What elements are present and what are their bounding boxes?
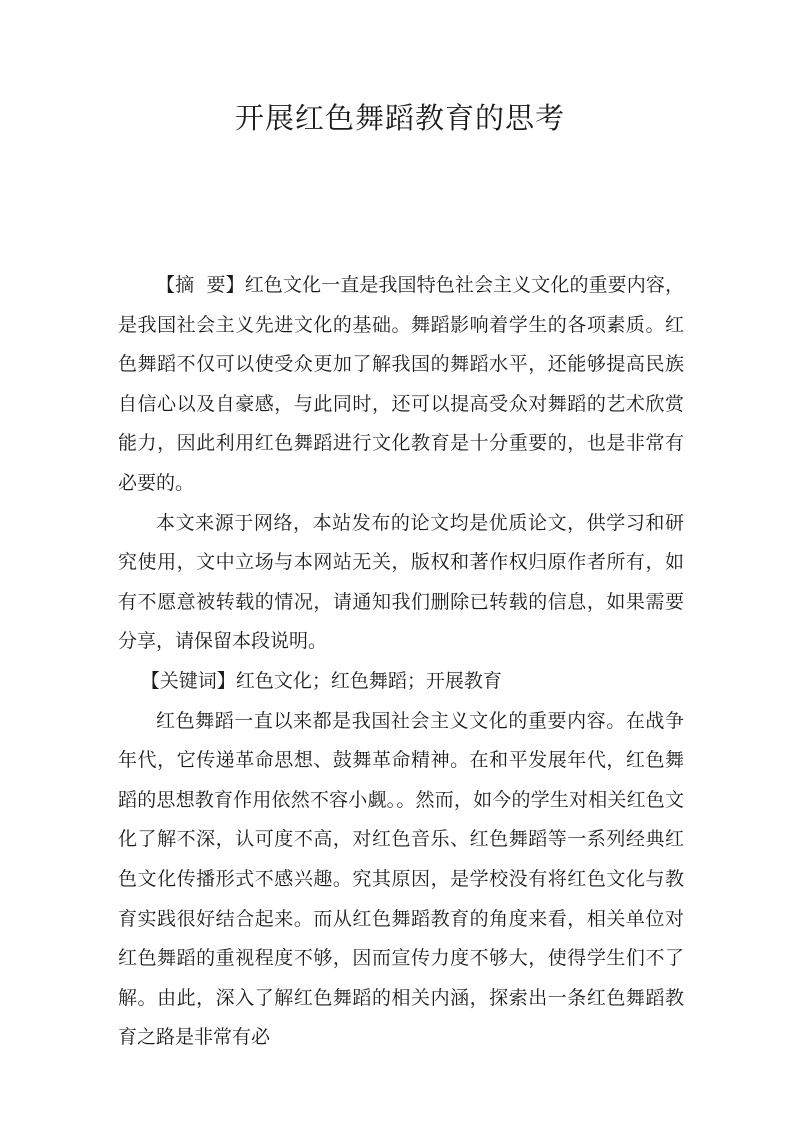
keywords-label: 【关键词】 <box>140 669 236 692</box>
abstract-text: 红色文化一直是我国特色社会主义文化的重要内容，是我国社会主义先进文化的基础。舞蹈影响着学生的各项素质。红色舞蹈不仅可以使受众更加了解我国的舞蹈水平，还能够提高民族自信心以及自豪感，与此同时，还可以提高受众对舞蹈的艺术欣赏能力，因此利用红色舞蹈进行文化教育是十分重要的，也是非常有必要的。 <box>118 274 684 494</box>
keywords-text: 红色文化；红色舞蹈；开展教育 <box>235 669 502 692</box>
source-notice-paragraph: 本文来源于网络，本站发布的论文均是优质论文，供学习和研究使用，文中立场与本网站无关，版权和著作权归原作者所有，如有不愿意被转载的情况，请通知我们删除已转载的信息，如果需要分享，请保留本段说明。 <box>118 511 684 653</box>
abstract-label: 【摘 要】 <box>156 274 245 296</box>
document-body <box>118 266 684 1058</box>
intro-paragraph: 红色舞蹈一直以来都是我国社会主义文化的重要内容。在战争年代，它传递革命思想、鼓舞革命精神。在和平发展年代，红色舞蹈的思想教育作用依然不容小觑。。然而，如今的学生对相关红色文化了解不深，认可度不高，对红色音乐、红色舞蹈等一系列经典红色文化传播形式不感兴趣。究其原因，是学校没有将红色文化与教育实践很好结合起来。而从红色舞蹈教育的角度来看，相关单位对红色舞蹈的重视程度不够，因而宣传力度不够大，使得学生们不了解。由此，深入了解红色舞蹈的相关内涵，探索出一条红色舞蹈教育之路是非常有必 <box>118 709 684 1049</box>
keywords-paragraph <box>118 662 684 702</box>
abstract-paragraph <box>118 266 684 504</box>
document-title: 开展红色舞蹈教育的思考 <box>234 101 565 135</box>
